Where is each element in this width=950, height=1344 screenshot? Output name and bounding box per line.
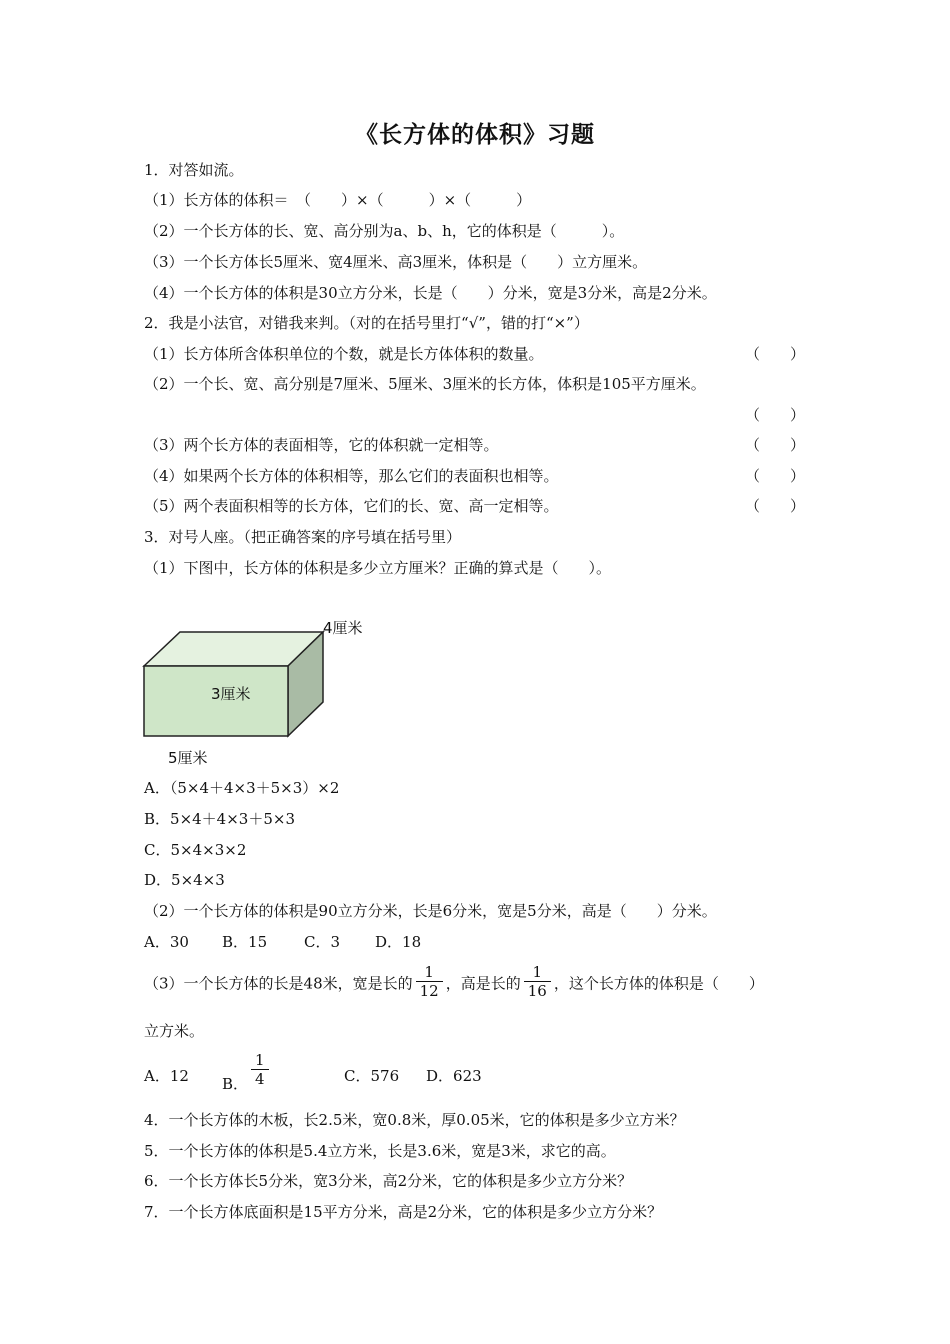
q3-sub3-text-b: ，高是长的 [445,974,521,993]
q3-sub3-option-b [222,1051,272,1093]
label-width: 4厘米 [323,619,363,637]
label-length: 5厘米 [168,749,208,767]
q1-heading: 1．对答如流。 [144,161,244,179]
page-title: 《长方体的体积》习题 [355,121,595,148]
q2-item-1: （1）长方体所含体积单位的个数，就是长方体体积的数量。 [144,345,544,363]
fraction-1-16 [524,963,551,1000]
q3-sub3-option-a: A．12 [144,1067,189,1085]
cuboid-figure [140,610,400,780]
fraction-denominator: 4 [255,1070,265,1088]
q3-sub3-option-d: D．623 [426,1067,482,1085]
option-b-prefix: B． [222,1074,249,1093]
fraction-numerator: 1 [416,963,443,982]
q2-answer-paren-2: （ ） [745,406,806,424]
fraction-1-4 [251,1051,269,1088]
q3-sub1-option-b: B．5×4＋4×3＋5×3 [144,810,295,828]
q2-answer-paren-4: （ ） [745,467,806,485]
q2-item-2: （2）一个长、宽、高分别是7厘米、5厘米、3厘米的长方体，体积是105平方厘米。 [144,375,706,393]
q4-text: 4．一个长方体的木板，长2.5米，宽0.8米，厚0.05米，它的体积是多少立方米？ [144,1111,685,1129]
label-height: 3厘米 [211,685,251,703]
q6-text: 6．一个长方体长5分米，宽3分米，高2分米，它的体积是多少立方分米？ [144,1172,633,1190]
fraction-numerator: 1 [251,1051,269,1070]
q3-sub3-text-c: ，这个长方体的体积是（ ） [553,974,764,993]
q3-sub2-option-d: D．18 [375,933,422,951]
q3-sub3-text-d: 立方米。 [144,1022,205,1040]
q3-sub2-option-a: A．30 [144,933,189,951]
q2-item-4: （4）如果两个长方体的体积相等，那么它们的表面积也相等。 [144,467,559,485]
q2-answer-paren-5: （ ） [745,497,806,515]
q2-answer-paren-1: （ ） [745,345,806,363]
q2-heading: 2．我是小法官，对错我来判。（对的在括号里打“√”，错的打“×”） [144,314,589,332]
q3-sub2-option-b: B．15 [222,933,268,951]
q3-sub2-text: （2）一个长方体的体积是90立方分米，长是6分米，宽是5分米，高是（ ）分米。 [144,902,717,920]
q3-sub3-text-a: （3）一个长方体的长是48米，宽是长的 [144,974,413,993]
q7-text: 7．一个长方体底面积是15平方分米，高是2分米，它的体积是多少立方分米？ [144,1203,663,1221]
q1-item-2: （2）一个长方体的长、宽、高分别为a、b、h，它的体积是（ ）。 [144,222,625,240]
q3-heading: 3．对号人座。（把正确答案的序号填在括号里） [144,528,462,546]
q2-item-5: （5）两个表面积相等的长方体，它们的长、宽、高一定相等。 [144,497,559,515]
q2-answer-paren-3: （ ） [745,436,806,454]
fraction-denominator: 16 [527,982,547,1000]
q3-sub3-option-c: C．576 [344,1067,400,1085]
q3-sub1-option-d: D．5×4×3 [144,871,225,889]
q5-text: 5．一个长方体的体积是5.4立方米，长是3.6米，宽是3米，求它的高。 [144,1142,616,1160]
q3-sub3-text [144,963,764,1003]
q3-sub2-option-c: C．3 [304,933,341,951]
q2-item-3: （3）两个长方体的表面相等，它的体积就一定相等。 [144,436,499,454]
fraction-1-12 [416,963,443,1000]
q3-sub1-option-a: A．（5×4＋4×3＋5×3）×2 [144,779,340,797]
q3-sub1-option-c: C．5×4×3×2 [144,841,247,859]
q1-item-1: （1）长方体的体积＝ （ ）×（ ）×（ ） [144,191,532,209]
q1-item-3: （3）一个长方体长5厘米、宽4厘米、高3厘米，体积是（ ）立方厘米。 [144,253,648,271]
fraction-denominator: 12 [419,982,439,1000]
fraction-numerator: 1 [524,963,551,982]
q1-item-4: （4）一个长方体的体积是30立方分米，长是（ ）分米，宽是3分米，高是2分米。 [144,284,717,302]
q3-sub1-text: （1）下图中，长方体的体积是多少立方厘米？正确的算式是（ ）。 [144,559,612,577]
